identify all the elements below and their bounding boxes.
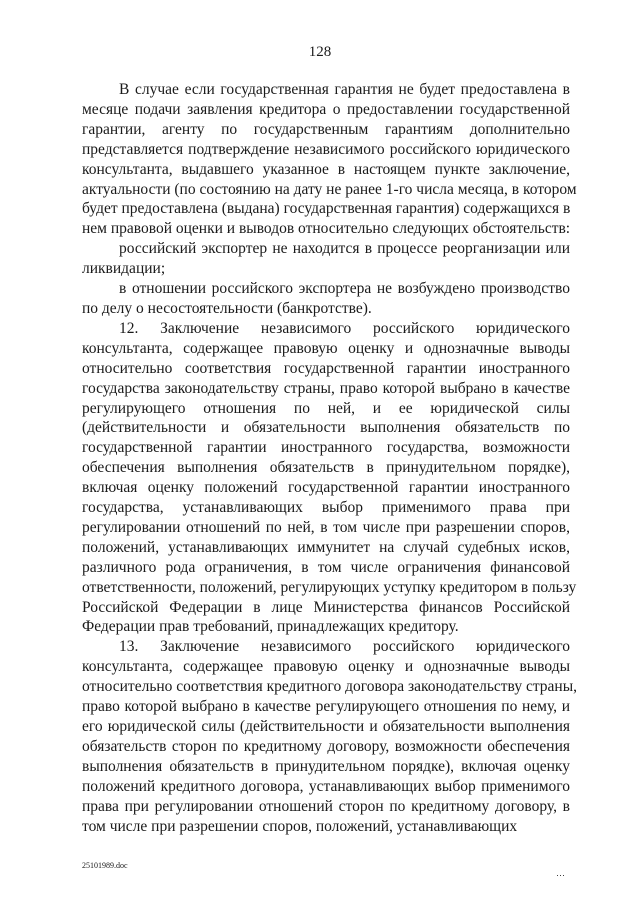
text-line: государства законодательству страны, право которой выбрано в качестве — [82, 379, 570, 397]
text-line: консультанта, содержащее правовую оценку и однозначные выводы — [82, 658, 570, 676]
text-line: представляется подтверждение независимого российского юридического — [82, 140, 570, 158]
paragraph — [82, 279, 570, 319]
text-line: актуальности (по состоянию на дату не ранее 1-го числа месяца, в котором — [82, 180, 577, 198]
text-line: будет предоставлена (выдана) государственная гарантия) содержащихся в — [82, 200, 571, 218]
paragraph — [82, 637, 578, 836]
text-line: 13. Заключение независимого российского юридического — [119, 638, 570, 656]
text-line: В случае если государственная гарантия не будет предоставлена в — [119, 81, 570, 98]
page-number: 128 — [308, 44, 332, 60]
footer-file-name: 25101989.doc — [82, 861, 128, 870]
text-line: том числе при разрешении споров, положений, устанавливающих — [82, 817, 518, 835]
text-line: обязательств сторон по кредитному договору, возможности обеспечения — [82, 737, 570, 755]
text-line: месяце подачи заявления кредитора о предоставлении государственной — [82, 100, 570, 118]
text-line: права при регулировании отношений сторон по кредитному договору, в — [82, 797, 570, 815]
text-line: ответственности, положений, регулирующих уступку кредитором в пользу — [82, 578, 577, 596]
text-line: право которой выбрано в качестве регулирующего отношения по нему, и — [82, 698, 570, 716]
text-line: относительно соответствия государственной гарантии иностранного — [82, 359, 570, 377]
text-line: Российской Федерации в лице Министерства финансов Российской — [82, 598, 570, 616]
text-line: его юридической силы (действительности и обязательности выполнения — [82, 718, 570, 735]
paragraph — [82, 239, 570, 279]
text-line: различного рода ограничения, в том числе ограничения финансовой — [82, 558, 570, 576]
text-line: гарантии, агенту по государственным гарантиям дополнительно — [82, 120, 570, 138]
text-line: государственной гарантии иностранного государства, возможности — [82, 439, 570, 457]
text-line: выполнения обязательств в принудительном порядке), включая оценку — [82, 757, 570, 775]
text-line: обеспечения выполнения обязательств в принудительном порядке), — [82, 459, 570, 477]
text-line: 12. Заключение независимого российского юридического — [119, 319, 570, 337]
text-line: в отношении российского экспортера не возбуждено производство — [119, 280, 570, 298]
text-line: положений, устанавливающих иммунитет на случай судебных исков, — [82, 538, 570, 556]
text-line: консультанта, выдавшего указанное в настоящем пункте заключение, — [82, 160, 570, 178]
text-line: регулировании отношений по ней, в том числе при разрешении споров, — [82, 518, 570, 536]
footer-mark: ⋯ — [556, 870, 565, 880]
text-line: регулирующего отношения по ней, и ее юридической силы — [82, 399, 570, 417]
text-line: государства, устанавливающих выбор применимого права при — [82, 499, 570, 517]
paragraph — [82, 319, 577, 638]
document-body — [82, 80, 578, 836]
text-line: Федерации прав требований, принадлежащих кредитору. — [82, 618, 459, 636]
text-line: нем правовой оценки и выводов относительно следующих обстоятельств: — [82, 220, 571, 238]
text-line: по делу о несостоятельности (банкротстве). — [82, 299, 372, 317]
text-line: относительно соответствия кредитного договора законодательству страны, — [82, 678, 578, 696]
text-line: консультанта, содержащее правовую оценку и однозначные выводы — [82, 339, 570, 357]
text-line: включая оценку положений государственной гарантии иностранного — [82, 479, 570, 497]
text-line: (действительности и обязательности выполнения обязательств по — [82, 419, 570, 437]
text-line: российский экспортер не находится в процессе реорганизации или — [119, 240, 570, 258]
text-line: положений кредитного договора, устанавливающих выбор применимого — [82, 777, 570, 795]
text-line: ликвидации; — [82, 260, 166, 278]
paragraph — [82, 80, 577, 239]
